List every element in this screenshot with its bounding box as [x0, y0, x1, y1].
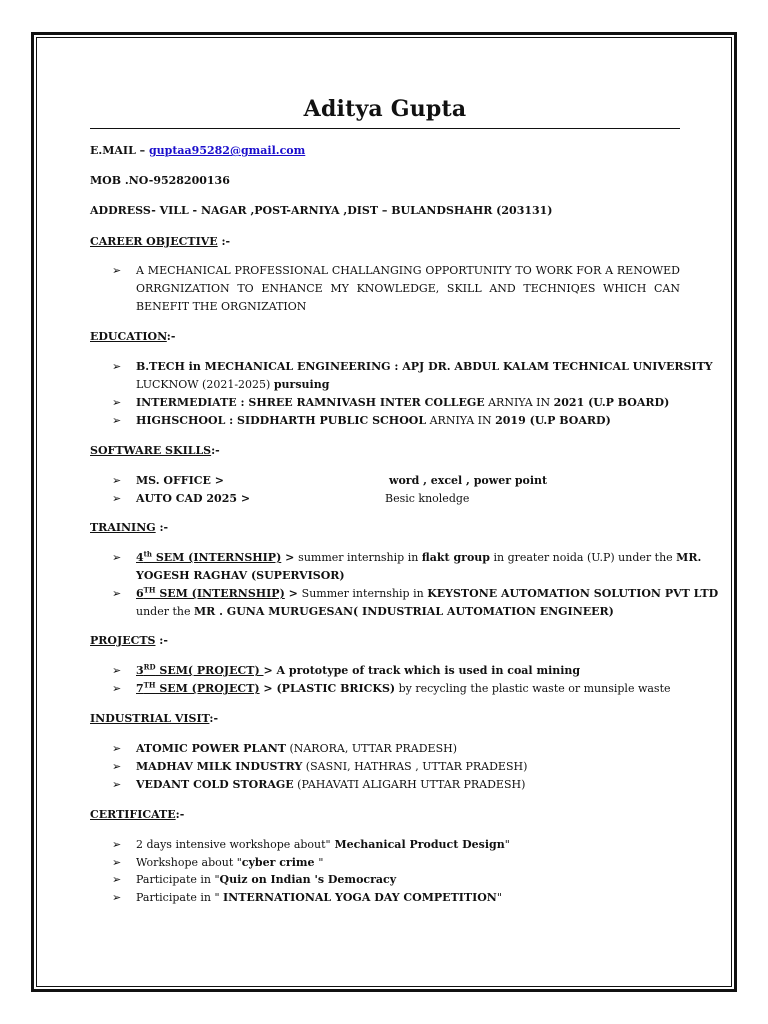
list-item [90, 758, 680, 776]
arrow-bullet-icon: ➢ [112, 551, 122, 564]
training-text: summer internship in [298, 551, 422, 564]
email-label: E.MAIL – [90, 144, 149, 157]
arrow-bullet-icon: ➢ [112, 742, 122, 755]
list-item [90, 889, 680, 907]
training-text: in greater noida (U.P) under the [489, 551, 677, 564]
certificate-text: 2 days intensive workshope about" [136, 838, 331, 851]
education-item-rest: LUCKNOW (2021-2025) [136, 378, 274, 391]
certificate-title: Mechanical Product Design [330, 838, 505, 851]
certificate-heading [90, 806, 680, 824]
projects-heading [90, 632, 680, 650]
list-item [90, 358, 713, 394]
training-heading [90, 519, 680, 537]
certificate-list [90, 836, 680, 906]
email-line [90, 142, 680, 160]
education-item-bold: HIGHSCHOOL : SIDDHARTH PUBLIC SCHOOL [136, 414, 427, 427]
projects-heading-suffix: :- [155, 634, 168, 647]
certificate-title: INTERNATIONAL YOGA DAY COMPETITION [223, 890, 497, 904]
software-skills-list [90, 472, 680, 508]
arrow-bullet-icon: ➢ [112, 414, 122, 427]
career-objective-text: A MECHANICAL PROFESSIONAL CHALLANGING OPPORTUNITY TO WORK FOR A RENOWED ORRGNIZATION TO ENHANCE MY KNOWLEDGE, SKILL AND TECHNIQES WHICH CAN BENEFIT THE ORGNIZATION [136, 264, 680, 313]
list-item [90, 776, 680, 794]
visit-place: VEDANT COLD STORAGE [136, 778, 294, 791]
arrow-bullet-icon: ➢ [112, 474, 122, 487]
arrow-bullet-icon: ➢ [112, 264, 122, 277]
arrow-bullet-icon: ➢ [112, 873, 122, 886]
list-item [90, 472, 680, 490]
visit-location: (PAHAVATI ALIGARH UTTAR PRADESH) [293, 778, 526, 791]
certificate-heading-text: CERTIFICATE [90, 808, 176, 821]
project-sem-tag: 7TH SEM (PROJECT) [136, 680, 260, 695]
software-heading-text: SOFTWARE SKILLS [90, 444, 212, 457]
project-description: by recycling the plastic waste or munsiple waste [395, 682, 671, 695]
career-heading-suffix: :- [217, 235, 231, 248]
career-objective-list [90, 262, 680, 316]
education-item-tail: pursuing [273, 378, 330, 391]
education-heading [90, 328, 680, 346]
training-heading-text: TRAINING [90, 521, 156, 534]
visit-heading-suffix: :- [209, 712, 219, 725]
education-list [90, 358, 713, 430]
mobile-line: MOB .NO-9528200136 [90, 174, 230, 187]
list-item [90, 662, 680, 680]
list-item [90, 854, 680, 872]
training-gt: > [281, 551, 299, 564]
training-supervisor-prefix: MR. [676, 551, 702, 564]
arrow-bullet-icon: ➢ [112, 587, 122, 600]
software-heading-suffix: :- [211, 444, 220, 457]
arrow-bullet-icon: ➢ [112, 890, 122, 904]
list-item [90, 412, 680, 430]
list-item [90, 585, 719, 621]
training-company: KEYSTONE AUTOMATION SOLUTION PVT LTD [427, 587, 719, 600]
education-item-tail: 2019 (U.P BOARD) [495, 414, 611, 427]
list-item [90, 262, 680, 316]
projects-list [90, 662, 680, 698]
list-item [90, 549, 702, 585]
project-sem-tag: 3RD SEM( PROJECT) [136, 662, 264, 677]
training-sem-tag: 4th SEM (INTERNSHIP) [136, 549, 282, 564]
software-skills-heading [90, 442, 680, 460]
career-heading-text: CAREER OBJECTIVE [90, 235, 218, 248]
arrow-bullet-icon: ➢ [112, 855, 122, 869]
education-item-rest: ARNIYA IN [426, 414, 496, 427]
education-item-bold: INTERMEDIATE : SHREE RAMNIVASH INTER COLLEGE [136, 396, 485, 409]
certificate-title: Quiz on Indian 's Democracy [219, 873, 397, 886]
arrow-bullet-icon: ➢ [112, 492, 122, 505]
project-title: > (PLASTIC BRICKS) [259, 682, 396, 695]
certificate-end: " [504, 838, 510, 851]
education-item-bold: B.TECH in MECHANICAL ENGINEERING : APJ DR. ABDUL KALAM TECHNICAL UNIVERSITY [136, 360, 713, 373]
name-divider [90, 128, 680, 129]
list-item [90, 680, 680, 698]
education-item-tail: 2021 (U.P BOARD) [553, 396, 670, 409]
training-gt: > [284, 587, 302, 600]
visit-location: (SASNI, HATHRAS , UTTAR PRADESH) [302, 760, 528, 773]
certificate-text: Workshope about " [136, 855, 242, 869]
education-item-rest: ARNIYA IN [484, 396, 554, 409]
training-supervisor: YOGESH RAGHAV (SUPERVISOR) [136, 569, 345, 582]
certificate-end: " [318, 855, 324, 869]
visit-place: ATOMIC POWER PLANT [136, 742, 286, 755]
career-objective-heading [90, 233, 680, 251]
education-heading-text: EDUCATION [90, 330, 167, 343]
training-text: Summer internship in [301, 587, 428, 600]
list-item [90, 871, 680, 889]
certificate-text: Participate in " [136, 890, 224, 904]
training-supervisor: MR . GUNA MURUGESAN( INDUSTRIAL AUTOMATION ENGINEER) [194, 605, 614, 618]
list-item [90, 490, 680, 508]
training-list [90, 549, 719, 621]
list-item [90, 836, 680, 854]
arrow-bullet-icon: ➢ [112, 360, 122, 373]
certificate-text: Participate in " [136, 873, 220, 886]
certificate-heading-suffix: :- [175, 808, 185, 821]
visit-location: (NARORA, UTTAR PRADESH) [285, 742, 457, 755]
education-heading-suffix: :- [166, 330, 176, 343]
certificate-title: cyber crime [241, 855, 319, 869]
project-title: > A prototype of track which is used in coal mining [263, 664, 581, 677]
arrow-bullet-icon: ➢ [112, 396, 122, 409]
industrial-visit-heading [90, 710, 680, 728]
candidate-name: Aditya Gupta [303, 96, 467, 122]
software-item-value: Besic knoledge [385, 492, 470, 505]
software-item-label: MS. OFFICE > [136, 474, 224, 487]
address-line: ADDRESS- VILL - NAGAR ,POST-ARNIYA ,DIST – BULANDSHAHR (203131) [90, 204, 553, 217]
arrow-bullet-icon: ➢ [112, 760, 122, 773]
visit-place: MADHAV MILK INDUSTRY [136, 760, 303, 773]
training-company: flakt group [421, 551, 490, 564]
training-heading-suffix: :- [155, 521, 169, 534]
certificate-end: " [496, 890, 502, 904]
list-item [90, 394, 680, 412]
training-sem-tag: 6TH SEM (INTERNSHIP) [136, 585, 285, 600]
visit-heading-text: INDUSTRIAL VISIT [90, 712, 210, 725]
training-text: under the [136, 605, 194, 618]
arrow-bullet-icon: ➢ [112, 778, 122, 791]
software-item-label: AUTO CAD 2025 > [136, 492, 251, 505]
list-item [90, 740, 680, 758]
arrow-bullet-icon: ➢ [112, 838, 122, 851]
arrow-bullet-icon: ➢ [112, 664, 122, 677]
projects-heading-text: PROJECTS [90, 634, 156, 647]
email-link[interactable]: guptaa95282@gmail.com [148, 144, 306, 157]
industrial-visit-list [90, 740, 680, 794]
arrow-bullet-icon: ➢ [112, 682, 122, 695]
software-item-value: word , excel , power point [389, 474, 548, 487]
